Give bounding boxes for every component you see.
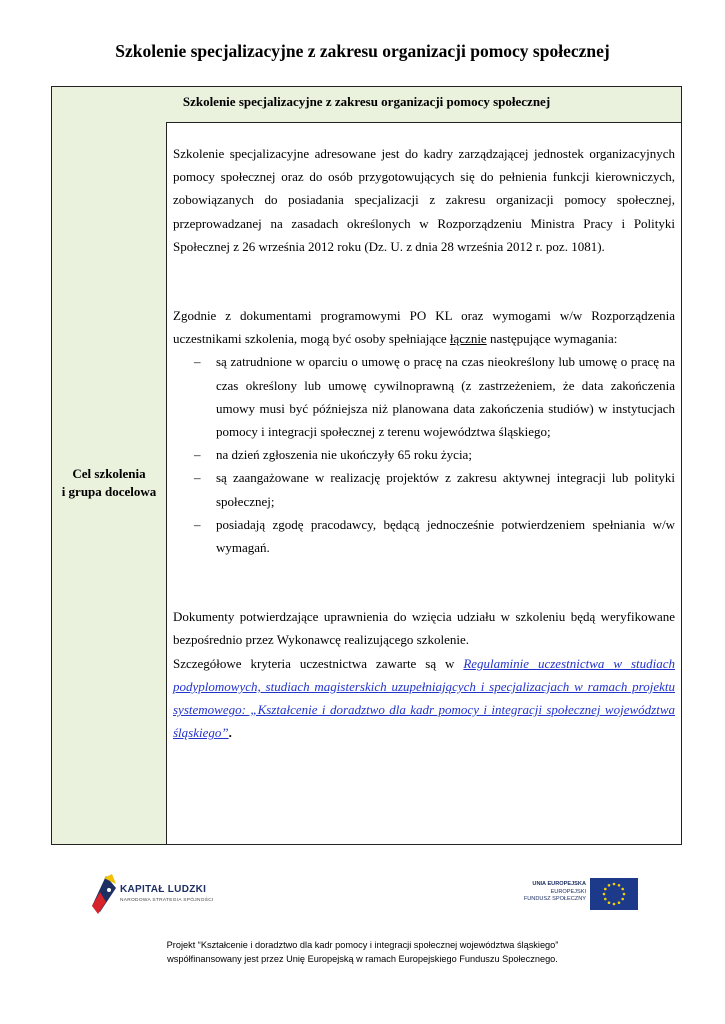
- kapital-ludzki-emblem-icon: [90, 872, 118, 916]
- footer-line2: współfinansowany jest przez Unię Europejską w ramach Europejskiego Funduszu Społecznego.: [167, 954, 558, 964]
- intro-paragraph: Szkolenie specjalizacyjne adresowane jest do kadry zarządzającej jednostek organizacyjnych pomocy społecznej oraz do osób przygotowujących się do pełnienia funkcji kierowniczych, zobowiązanych do posiadania specjalizacji z zakresu organizacji pomocy społecznej, przeprowadzanej na zasadach określonych w Rozporządzeniu Ministra Pracy i Polityki Społecznej z 26 września 2012 roku (Dz. U. z dnia 28 września 2012 r. poz. 1081).: [173, 146, 675, 254]
- row-label-line2: i grupa docelowa: [61, 484, 157, 499]
- verification-paragraph: Dokumenty potwierdzające uprawnienia do wzięcia udziału w szkoleniu będą weryfikowane bezpośrednio przez Wykonawcę realizującego szkolenie.: [173, 609, 675, 648]
- table-row: [52, 122, 681, 844]
- list-item: – są zatrudnione w oparciu o umowę o pracę na czas nieokreślony lub umowę o pracę na czas określony lub umowę cywilnoprawną (z zastrzeżeniem, że data zakończenia umowy musi być późniejsza niż planowana data zakończenia studiów) w instytucjach pomocy i integracji społecznej z terenu województwa śląskiego;: [173, 350, 675, 443]
- footer-line1: Projekt “Kształcenie i doradztwo dla kadr pomocy i integracji społecznej województwa śląskiego”: [166, 940, 559, 950]
- eu-line1: UNIA EUROPEJSKA: [532, 881, 586, 887]
- eu-flag-icon: [590, 878, 638, 910]
- row-label-cell: [52, 122, 167, 844]
- kl-logo-subtitle: NARODOWA STRATEGIA SPÓJNOŚCI: [120, 898, 214, 903]
- eu-logo: [510, 878, 638, 912]
- page-title: Szkolenie specjalizacyjne z zakresu organizacji pomocy społecznej: [115, 41, 610, 61]
- list-item: – są zaangażowane w realizację projektów z zakresu aktywnej integracji lub polityki społecznej;: [173, 466, 675, 512]
- table-header: Szkolenie specjalizacyjne z zakresu organizacji pomocy społecznej: [52, 87, 681, 123]
- list-item: – posiadają zgodę pracodawcy, będącą jednocześnie potwierdzeniem spełniania w/w wymagań.: [173, 513, 675, 559]
- requirements-intro: Zgodnie z dokumentami programowymi PO KL oraz wymogami w/w Rozporządzenia uczestnikami szkolenia, mogą być osoby spełniające łącznie następujące wymagania:: [173, 308, 675, 347]
- criteria-paragraph: Szczegółowe kryteria uczestnictwa zawarte są w Regulaminie uczestnictwa w studiach podyplomowych, studiach magisterskich uzupełniających i specjalizacjach w ramach projektu systemowego: „Kształcenie i doradztwo dla kadr pomocy i integracji społecznej województwa śląskiego”.: [173, 655, 675, 741]
- row-label-line1: Cel szkolenia: [72, 466, 146, 481]
- kl-logo-title: KAPITAŁ LUDZKI: [120, 884, 207, 895]
- footer-logos: [0, 870, 725, 920]
- eu-line2: EUROPEJSKI: [550, 888, 586, 895]
- dash-bullet-icon: –: [194, 447, 201, 463]
- row-content-cell: [167, 122, 681, 844]
- dash-bullet-icon: –: [194, 516, 201, 532]
- requirements-list: [173, 350, 675, 559]
- dash-bullet-icon: –: [194, 470, 201, 486]
- dash-bullet-icon: –: [194, 354, 201, 370]
- footer-text: [0, 938, 725, 966]
- kapital-ludzki-logo: [90, 872, 220, 916]
- course-table: [51, 86, 682, 845]
- regulations-link[interactable]: Regulaminie uczestnictwa w studiach podyplomowych, studiach magisterskich uzupełniających i specjalizacjach w ramach projektu systemowego: „Kształcenie i doradztwo dla kadr pomocy i integracji społecznej województwa śląskiego”: [173, 655, 675, 741]
- list-item: – na dzień zgłoszenia nie ukończyły 65 roku życia;: [173, 443, 675, 466]
- eu-line3: FUNDUSZ SPOŁECZNY: [523, 896, 586, 902]
- underlined-word: łącznie: [449, 331, 487, 347]
